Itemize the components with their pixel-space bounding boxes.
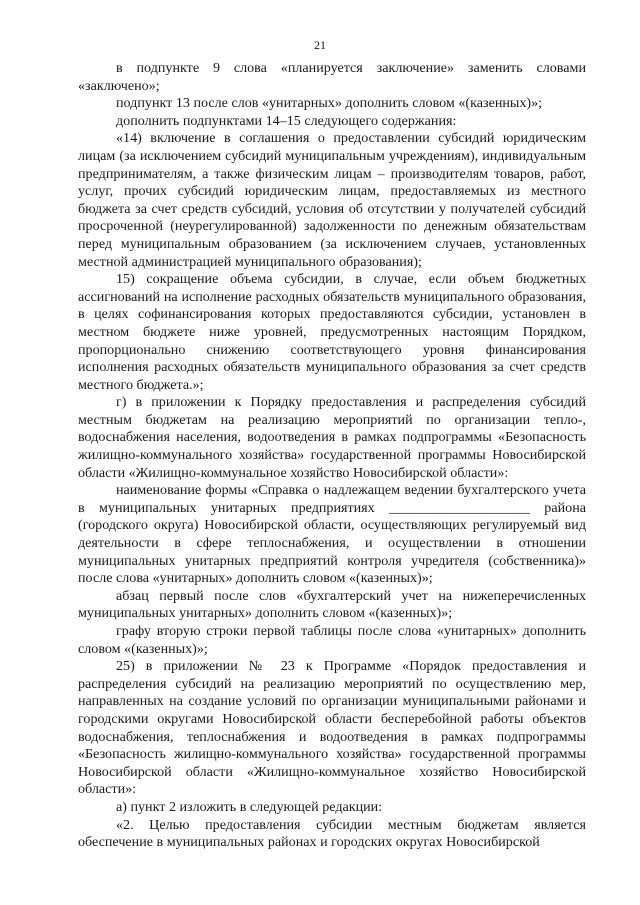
paragraph: абзац первый после слов «бухгалтерский учет на нижеперечисленных муниципальных унитарных» дополнить словом «(казенных)»; <box>78 587 586 622</box>
paragraph: наименование формы «Справка о надлежащем ведении бухгалтерского учета в муниципальных унитарных предприятиях ____________________ района (городского округа) Новосибирской области, осуществляющих регулируемый вид деятельности в сфере теплоснабжения, и осуществлении в отношении муниципальных унитарных предприятий контроля учредителя (собственника)» после слова «унитарных» дополнить словом «(казенных)»; <box>78 482 586 587</box>
paragraph: 15) сокращение объема субсидии, в случае, если объем бюджетных ассигнований на исполнение расходных обязательств муниципального образования, в целях софинансирования которых предоставляются субсидии, установлен в местном бюджете ниже уровней, предусмотренных настоящим Порядком, пропорционально снижению соответствующего уровня финансирования исполнения расходных обязательств муниципального образования за счет средств местного бюджета.»; <box>78 271 586 393</box>
paragraph: подпункт 13 после слов «унитарных» дополнить словом «(казенных)»; <box>116 95 543 112</box>
paragraph: графу вторую строки первой таблицы после слова «унитарных» дополнить словом «(казенных)»; <box>78 623 586 657</box>
paragraph: дополнить подпунктами 14–15 следующего содержания: <box>116 112 457 129</box>
paragraph: а) пункт 2 изложить в следующей редакции: <box>116 798 383 815</box>
paragraph: в подпункте 9 слова «планируется заключение» заменить словами «заключено»; <box>78 60 586 94</box>
document-body <box>78 60 586 852</box>
paragraph: «14) включение в соглашения о предоставлении субсидий юридическим лицам (за исключением субсидий муниципальным учреждениям), индивидуальным предпринимателям, а также физическим лицам – производителям товаров, работ, услуг, прочих субсидий юридическим лицам, предоставляемых из местного бюджета за счет средств субсидий, условия об отсутствии у получателей субсидий просроченной (неурегулированной) задолженности по денежным обязательствам перед муниципальным образованием (за исключением случаев, установленных местной администрацией муниципального образования); <box>78 130 586 270</box>
paragraph: «2. Целью предоставления субсидии местным бюджетам является обеспечение в муниципальных районах и городских округах Новосибирской <box>78 816 586 851</box>
paragraph: г) в приложении к Порядку предоставления и распределения субсидий местным бюджетам на реализацию мероприятий по организации тепло-, водоснабжения населения, водоотведения в рамках подпрограммы «Безопасность жилищно-коммунального хозяйства» государственной программы Новосибирской области «Жилищно-коммунальное хозяйство Новосибирской области»: <box>78 394 586 481</box>
paragraph: 25) в приложении № 23 к Программе «Порядок предоставления и распределения субсидий на реализацию мероприятий по осуществлению мер, направленных на создание условий по организации муниципальными районами и городскими округами Новосибирской области бесперебойной работы объектов водоснабжения, теплоснабжения и водоотведения в рамках подпрограммы «Безопасность жилищно-коммунального хозяйства» государственной программы Новосибирской области «Жилищно-коммунальное хозяйство Новосибирской области»: <box>78 658 586 798</box>
page-number: 21 <box>314 38 326 52</box>
